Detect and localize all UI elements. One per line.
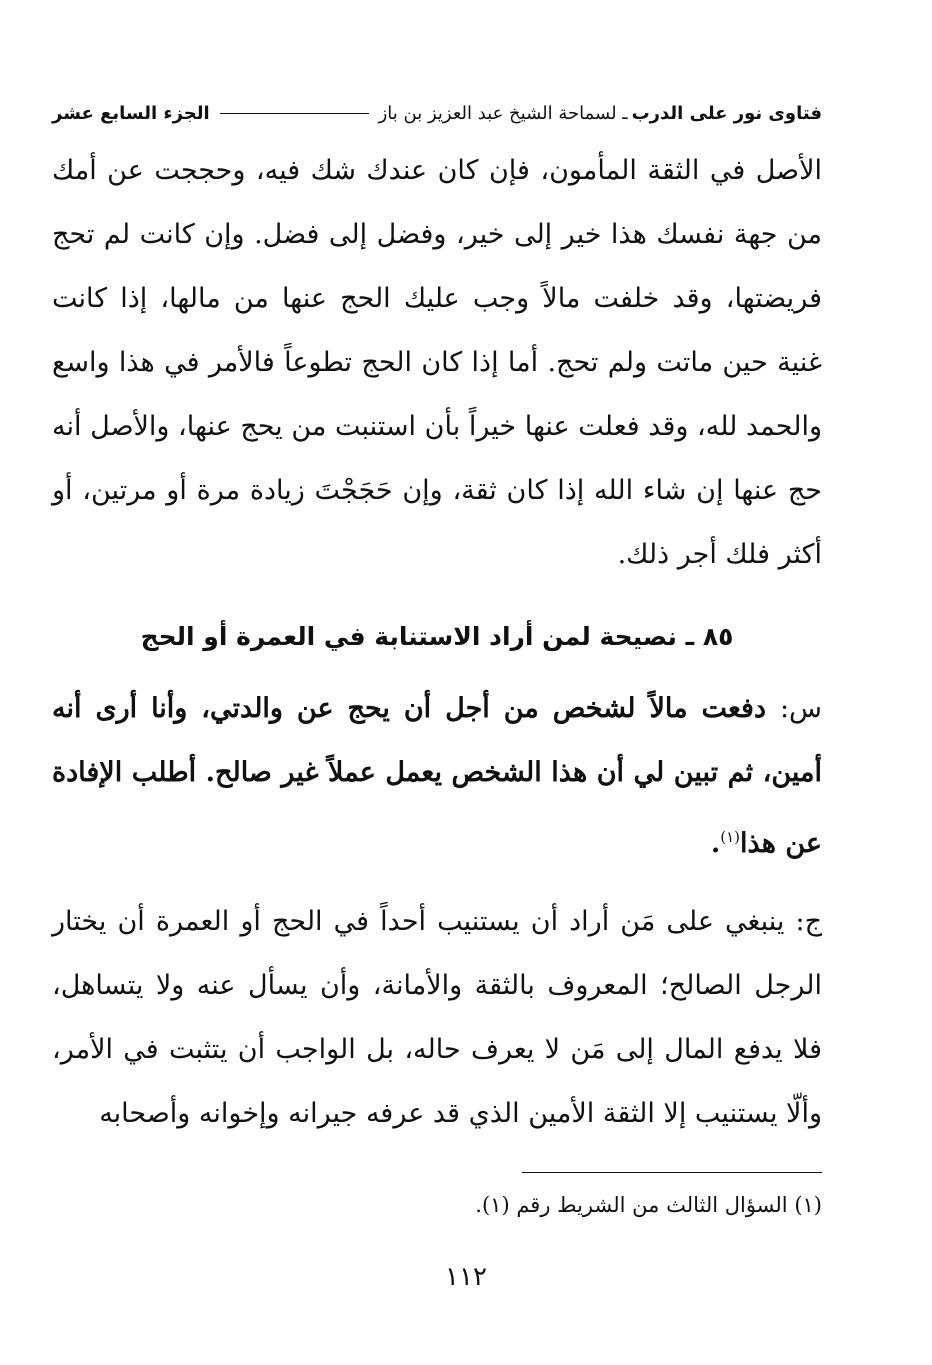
page-number: ١١٢ xyxy=(445,1262,487,1292)
volume-part: الجزء السابع عشر xyxy=(52,102,210,124)
page-body xyxy=(52,95,822,1229)
book-title: فتاوى نور على الدرب xyxy=(631,102,822,124)
question-block xyxy=(52,677,822,876)
footnote-reference: (١) xyxy=(720,828,741,846)
answer-paragraph: ج: ينبغي على مَن أراد أن يستنيب أحداً في الحج أو العمرة أن يختار الرجل الصالح؛ المعروف بالثقة والأمانة، وأن يسأل عنه ولا يتساهل، فلا يدفع المال إلى مَن لا يعرف حاله، بل الواجب أن يتثبت في الأمر، وألّا يستنيب إلا الثقة الأمين الذي قد عرفه جيرانه وإخوانه وأصحابه xyxy=(52,906,822,1129)
author-name: ـ لسماحة الشيخ عبد العزيز بن باز xyxy=(378,102,628,124)
paragraph-continuation: الأصل في الثقة المأمون، فإن كان عندك شك فيه، وحججت عن أمك من جهة نفسك هذا خير إلى خير، وفضل إلى فضل. وإن كانت لم تحج فريضتها، وقد خلفت مالاً وجب عليك الحج عنها من مالها، إذا كانت غنية حين ماتت ولم تحج. أما إذا كان الحج تطوعاً فالأمر في هذا واسع والحمد لله، وقد فعلت عنها خيراً بأن استنبت من يحج عنها، والأصل أنه حج عنها إن شاء الله إذا كان ثقة، وإن حَجَجْتَ زيادة مرة أو مرتين، أو أكثر فلك أجر ذلك. xyxy=(52,155,822,570)
section-heading: ٨٥ ـ نصيحة لمن أراد الاستنابة في العمرة أو الحج xyxy=(140,622,734,651)
header-title-group xyxy=(379,103,822,124)
question-text: دفعت مالاً لشخص من أجل أن يحج عن والدتي، وأنا أرى أنه أمين، ثم تبين لي أن هذا الشخص يعمل عملاً غير صالح. أطلب الإفادة عن هذا xyxy=(52,693,822,859)
footnote-separator xyxy=(522,1172,822,1173)
running-header xyxy=(52,95,822,131)
question-end: . xyxy=(710,828,721,859)
header-rule xyxy=(220,113,369,114)
footnote: (١) السؤال الثالث من الشريط رقم (١). xyxy=(475,1193,822,1217)
question-prefix: س: xyxy=(779,693,822,724)
